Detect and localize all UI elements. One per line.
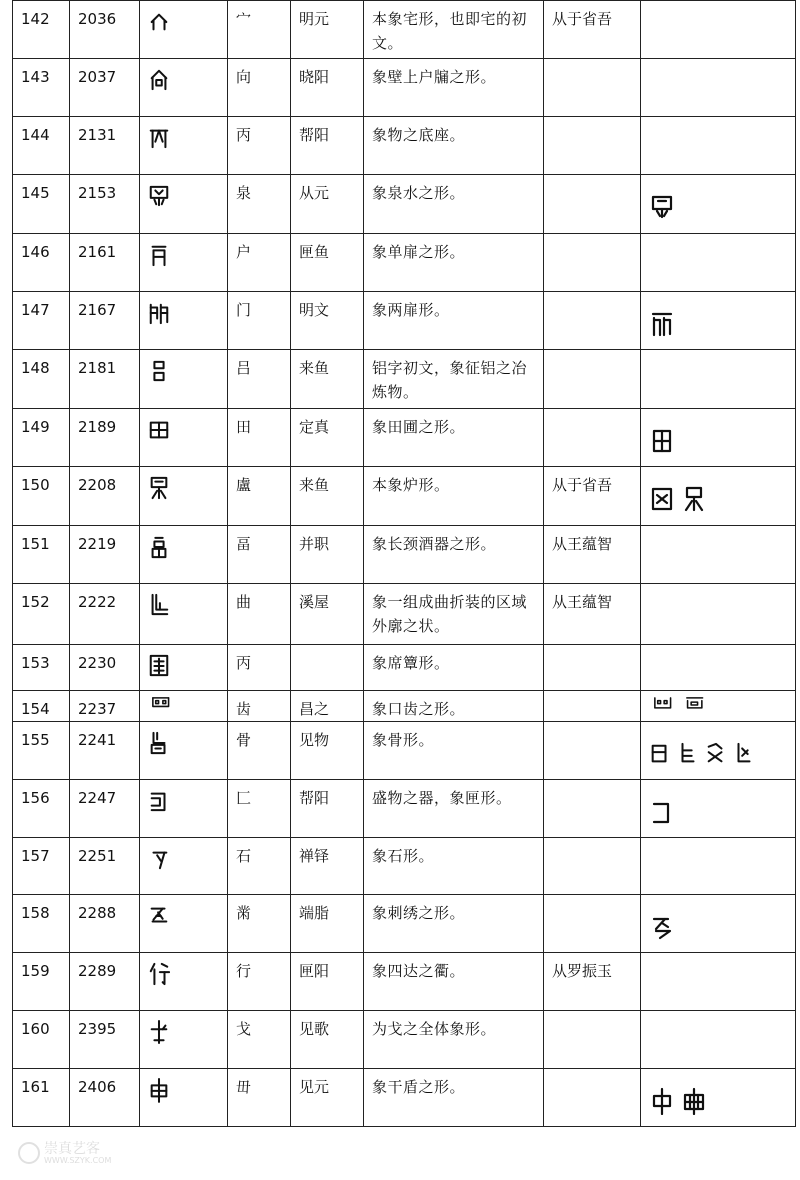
explanation: 象干盾之形。 — [364, 1069, 544, 1127]
standard-character: 曲 — [228, 584, 291, 645]
ancient-lv-glyph — [148, 356, 170, 386]
row-number: 146 — [13, 234, 70, 292]
explanation: 象田圃之形。 — [364, 409, 544, 467]
variant-glyphs-cell — [641, 234, 796, 292]
variant-lu-glyph-1 — [649, 485, 675, 513]
table-row — [13, 722, 796, 780]
ancient-shi-glyph — [148, 844, 170, 874]
watermark-sub: WWW.SZYK.COM — [44, 1156, 112, 1165]
variant-lu-glyph-2 — [681, 485, 707, 513]
standard-character: 匚 — [228, 780, 291, 838]
phonology: 匣鱼 — [291, 234, 364, 292]
variant-glyphs-cell — [641, 691, 796, 722]
character-table — [12, 0, 796, 1127]
ancient-men-glyph — [148, 298, 170, 328]
row-number: 160 — [13, 1011, 70, 1069]
character-code: 2230 — [70, 645, 140, 691]
ancient-glyph-cell — [140, 584, 228, 645]
explanation: 本象炉形。 — [364, 467, 544, 526]
ancient-quan-glyph — [148, 181, 170, 211]
ancient-fang-glyph — [148, 786, 170, 816]
row-number: 157 — [13, 838, 70, 895]
ancient-glyph-cell — [140, 292, 228, 350]
variant-gu-glyph-4 — [733, 740, 755, 768]
table-row — [13, 234, 796, 292]
phonology: 见歌 — [291, 1011, 364, 1069]
character-code: 2131 — [70, 117, 140, 175]
phonology: 见物 — [291, 722, 364, 780]
table-row — [13, 59, 796, 117]
row-number: 152 — [13, 584, 70, 645]
explanation: 盛物之器，象匣形。 — [364, 780, 544, 838]
character-code: 2036 — [70, 1, 140, 59]
standard-character: 齿 — [228, 691, 291, 722]
ancient-bing-glyph — [148, 123, 170, 153]
ancient-roof-glyph — [148, 7, 170, 37]
row-number: 143 — [13, 59, 70, 117]
watermark-logo — [18, 1136, 138, 1170]
variant-glyphs-cell — [641, 59, 796, 117]
standard-character: 田 — [228, 409, 291, 467]
variant-gan-glyph-2 — [681, 1087, 707, 1115]
table-row — [13, 691, 796, 722]
standard-character: 门 — [228, 292, 291, 350]
variant-glyphs-cell — [641, 117, 796, 175]
character-code: 2222 — [70, 584, 140, 645]
standard-character: 户 — [228, 234, 291, 292]
explanation: 象席簟形。 — [364, 645, 544, 691]
character-code: 2219 — [70, 526, 140, 584]
table-row — [13, 1011, 796, 1069]
table-row — [13, 838, 796, 895]
ancient-xi-glyph — [148, 651, 170, 681]
variant-glyphs-cell — [641, 526, 796, 584]
character-code: 2395 — [70, 1011, 140, 1069]
row-number: 158 — [13, 895, 70, 953]
explanation: 象口齿之形。 — [364, 691, 544, 722]
ancient-tian-glyph — [148, 415, 170, 445]
ancient-glyph-cell — [140, 953, 228, 1011]
row-number: 155 — [13, 722, 70, 780]
explanation: 为戈之全体象形。 — [364, 1011, 544, 1069]
ancient-xing-glyph — [148, 959, 170, 989]
phonology: 匣阳 — [291, 953, 364, 1011]
ancient-glyph-cell — [140, 691, 228, 722]
ancient-qu-glyph — [148, 590, 170, 620]
table-row — [13, 526, 796, 584]
phonology: 定真 — [291, 409, 364, 467]
variant-fang-glyph — [649, 798, 675, 826]
row-number: 156 — [13, 780, 70, 838]
ancient-glyph-cell — [140, 350, 228, 409]
standard-character: 盧 — [228, 467, 291, 526]
character-code: 2167 — [70, 292, 140, 350]
row-number: 144 — [13, 117, 70, 175]
attribution — [544, 1069, 641, 1127]
row-number: 148 — [13, 350, 70, 409]
ancient-gu-glyph — [148, 728, 170, 758]
character-code: 2288 — [70, 895, 140, 953]
attribution: 从王蕴智 — [544, 584, 641, 645]
variant-zhi-glyph — [649, 913, 675, 941]
attribution — [544, 409, 641, 467]
character-code: 2237 — [70, 691, 140, 722]
character-code: 2251 — [70, 838, 140, 895]
attribution — [544, 59, 641, 117]
attribution — [544, 350, 641, 409]
variant-glyphs-cell — [641, 1, 796, 59]
phonology: 禅铎 — [291, 838, 364, 895]
table-row — [13, 645, 796, 691]
attribution — [544, 838, 641, 895]
ancient-glyph-cell — [140, 1, 228, 59]
ancient-lu-glyph — [148, 473, 170, 503]
row-number: 153 — [13, 645, 70, 691]
variant-glyphs-cell — [641, 780, 796, 838]
attribution — [544, 895, 641, 953]
row-number: 142 — [13, 1, 70, 59]
phonology: 来鱼 — [291, 467, 364, 526]
ancient-glyph-cell — [140, 526, 228, 584]
standard-character: 骨 — [228, 722, 291, 780]
ancient-ge-glyph — [148, 1017, 170, 1047]
character-code: 2208 — [70, 467, 140, 526]
row-number: 150 — [13, 467, 70, 526]
variant-tian-glyph — [649, 427, 675, 455]
explanation: 象壁上户牖之形。 — [364, 59, 544, 117]
variant-men-glyph — [649, 310, 675, 338]
ancient-glyph-cell — [140, 409, 228, 467]
explanation: 铝字初文，象征铝之冶炼物。 — [364, 350, 544, 409]
attribution — [544, 722, 641, 780]
ancient-glyph-cell — [140, 780, 228, 838]
phonology: 来鱼 — [291, 350, 364, 409]
explanation: 象一组成曲折装的区域外廓之状。 — [364, 584, 544, 645]
standard-character: 黹 — [228, 895, 291, 953]
variant-glyphs-cell — [641, 895, 796, 953]
attribution — [544, 1011, 641, 1069]
standard-character: 丙 — [228, 645, 291, 691]
variant-gan-glyph-1 — [649, 1087, 675, 1115]
phonology: 明元 — [291, 1, 364, 59]
explanation: 象泉水之形。 — [364, 175, 544, 234]
variant-quan-glyph — [649, 193, 675, 221]
phonology: 明文 — [291, 292, 364, 350]
phonology: 从元 — [291, 175, 364, 234]
character-code: 2181 — [70, 350, 140, 409]
row-number: 154 — [13, 691, 70, 722]
ancient-glyph-cell — [140, 1011, 228, 1069]
character-code: 2241 — [70, 722, 140, 780]
ancient-gan-glyph — [148, 1075, 170, 1105]
attribution: 从罗振玉 — [544, 953, 641, 1011]
phonology: 晓阳 — [291, 59, 364, 117]
standard-character: 吕 — [228, 350, 291, 409]
table-row — [13, 1, 796, 59]
ancient-glyph-cell — [140, 175, 228, 234]
phonology: 并职 — [291, 526, 364, 584]
explanation: 本象宅形，也即宅的初文。 — [364, 1, 544, 59]
attribution — [544, 117, 641, 175]
table-row — [13, 584, 796, 645]
character-code: 2037 — [70, 59, 140, 117]
standard-character: 石 — [228, 838, 291, 895]
variant-chi-glyph-2 — [681, 695, 707, 715]
row-number: 149 — [13, 409, 70, 467]
variant-gu-glyph-1 — [649, 740, 671, 768]
phonology — [291, 645, 364, 691]
table-row — [13, 409, 796, 467]
variant-glyphs-cell — [641, 409, 796, 467]
explanation: 象两扉形。 — [364, 292, 544, 350]
explanation: 象骨形。 — [364, 722, 544, 780]
ancient-glyph-cell — [140, 722, 228, 780]
row-number: 151 — [13, 526, 70, 584]
ancient-xiang-glyph — [148, 65, 170, 95]
character-code: 2406 — [70, 1069, 140, 1127]
phonology: 端脂 — [291, 895, 364, 953]
standard-character: 毌 — [228, 1069, 291, 1127]
attribution — [544, 175, 641, 234]
ancient-fu-glyph — [148, 532, 170, 562]
explanation: 象单扉之形。 — [364, 234, 544, 292]
table-row — [13, 953, 796, 1011]
variant-glyphs-cell — [641, 953, 796, 1011]
character-code: 2189 — [70, 409, 140, 467]
variant-glyphs-cell — [641, 467, 796, 526]
explanation: 象四达之衢。 — [364, 953, 544, 1011]
ancient-glyph-cell — [140, 1069, 228, 1127]
variant-glyphs-cell — [641, 838, 796, 895]
attribution — [544, 234, 641, 292]
variant-chi-glyph-1 — [649, 695, 675, 715]
variant-glyphs-cell — [641, 1069, 796, 1127]
character-code: 2247 — [70, 780, 140, 838]
ancient-glyph-cell — [140, 645, 228, 691]
ancient-glyph-cell — [140, 467, 228, 526]
explanation: 象物之底座。 — [364, 117, 544, 175]
table-row — [13, 895, 796, 953]
standard-character: 丙 — [228, 117, 291, 175]
table-row — [13, 292, 796, 350]
row-number: 145 — [13, 175, 70, 234]
standard-character: 畐 — [228, 526, 291, 584]
attribution: 从于省吾 — [544, 1, 641, 59]
phonology: 帮阳 — [291, 117, 364, 175]
ancient-hu-glyph — [148, 240, 170, 270]
row-number: 147 — [13, 292, 70, 350]
table-row — [13, 467, 796, 526]
variant-glyphs-cell — [641, 175, 796, 234]
variant-gu-glyph-2 — [677, 740, 699, 768]
ancient-glyph-cell — [140, 838, 228, 895]
character-code: 2153 — [70, 175, 140, 234]
explanation: 象刺绣之形。 — [364, 895, 544, 953]
character-code: 2161 — [70, 234, 140, 292]
variant-gu-glyph-3 — [705, 740, 727, 768]
ancient-glyph-cell — [140, 234, 228, 292]
ancient-zhi-glyph — [148, 901, 170, 931]
standard-character: 泉 — [228, 175, 291, 234]
explanation: 象石形。 — [364, 838, 544, 895]
explanation: 象长颈酒器之形。 — [364, 526, 544, 584]
standard-character: 戈 — [228, 1011, 291, 1069]
table-row — [13, 1069, 796, 1127]
variant-glyphs-cell — [641, 722, 796, 780]
phonology: 溪屋 — [291, 584, 364, 645]
attribution — [544, 645, 641, 691]
variant-glyphs-cell — [641, 1011, 796, 1069]
table-row — [13, 350, 796, 409]
phonology: 昌之 — [291, 691, 364, 722]
attribution — [544, 292, 641, 350]
ancient-chi-glyph — [148, 695, 172, 715]
character-code: 2289 — [70, 953, 140, 1011]
row-number: 159 — [13, 953, 70, 1011]
attribution — [544, 691, 641, 722]
variant-glyphs-cell — [641, 584, 796, 645]
variant-glyphs-cell — [641, 292, 796, 350]
table-row — [13, 175, 796, 234]
attribution: 从王蕴智 — [544, 526, 641, 584]
ancient-glyph-cell — [140, 117, 228, 175]
variant-glyphs-cell — [641, 350, 796, 409]
attribution: 从于省吾 — [544, 467, 641, 526]
standard-character: 行 — [228, 953, 291, 1011]
watermark-text: 崇真艺客 — [44, 1141, 100, 1157]
ancient-glyph-cell — [140, 895, 228, 953]
standard-character: 宀 — [228, 1, 291, 59]
row-number: 161 — [13, 1069, 70, 1127]
table-row — [13, 117, 796, 175]
ancient-glyph-cell — [140, 59, 228, 117]
variant-glyphs-cell — [641, 645, 796, 691]
attribution — [544, 780, 641, 838]
phonology: 见元 — [291, 1069, 364, 1127]
phonology: 帮阳 — [291, 780, 364, 838]
standard-character: 向 — [228, 59, 291, 117]
table-row — [13, 780, 796, 838]
